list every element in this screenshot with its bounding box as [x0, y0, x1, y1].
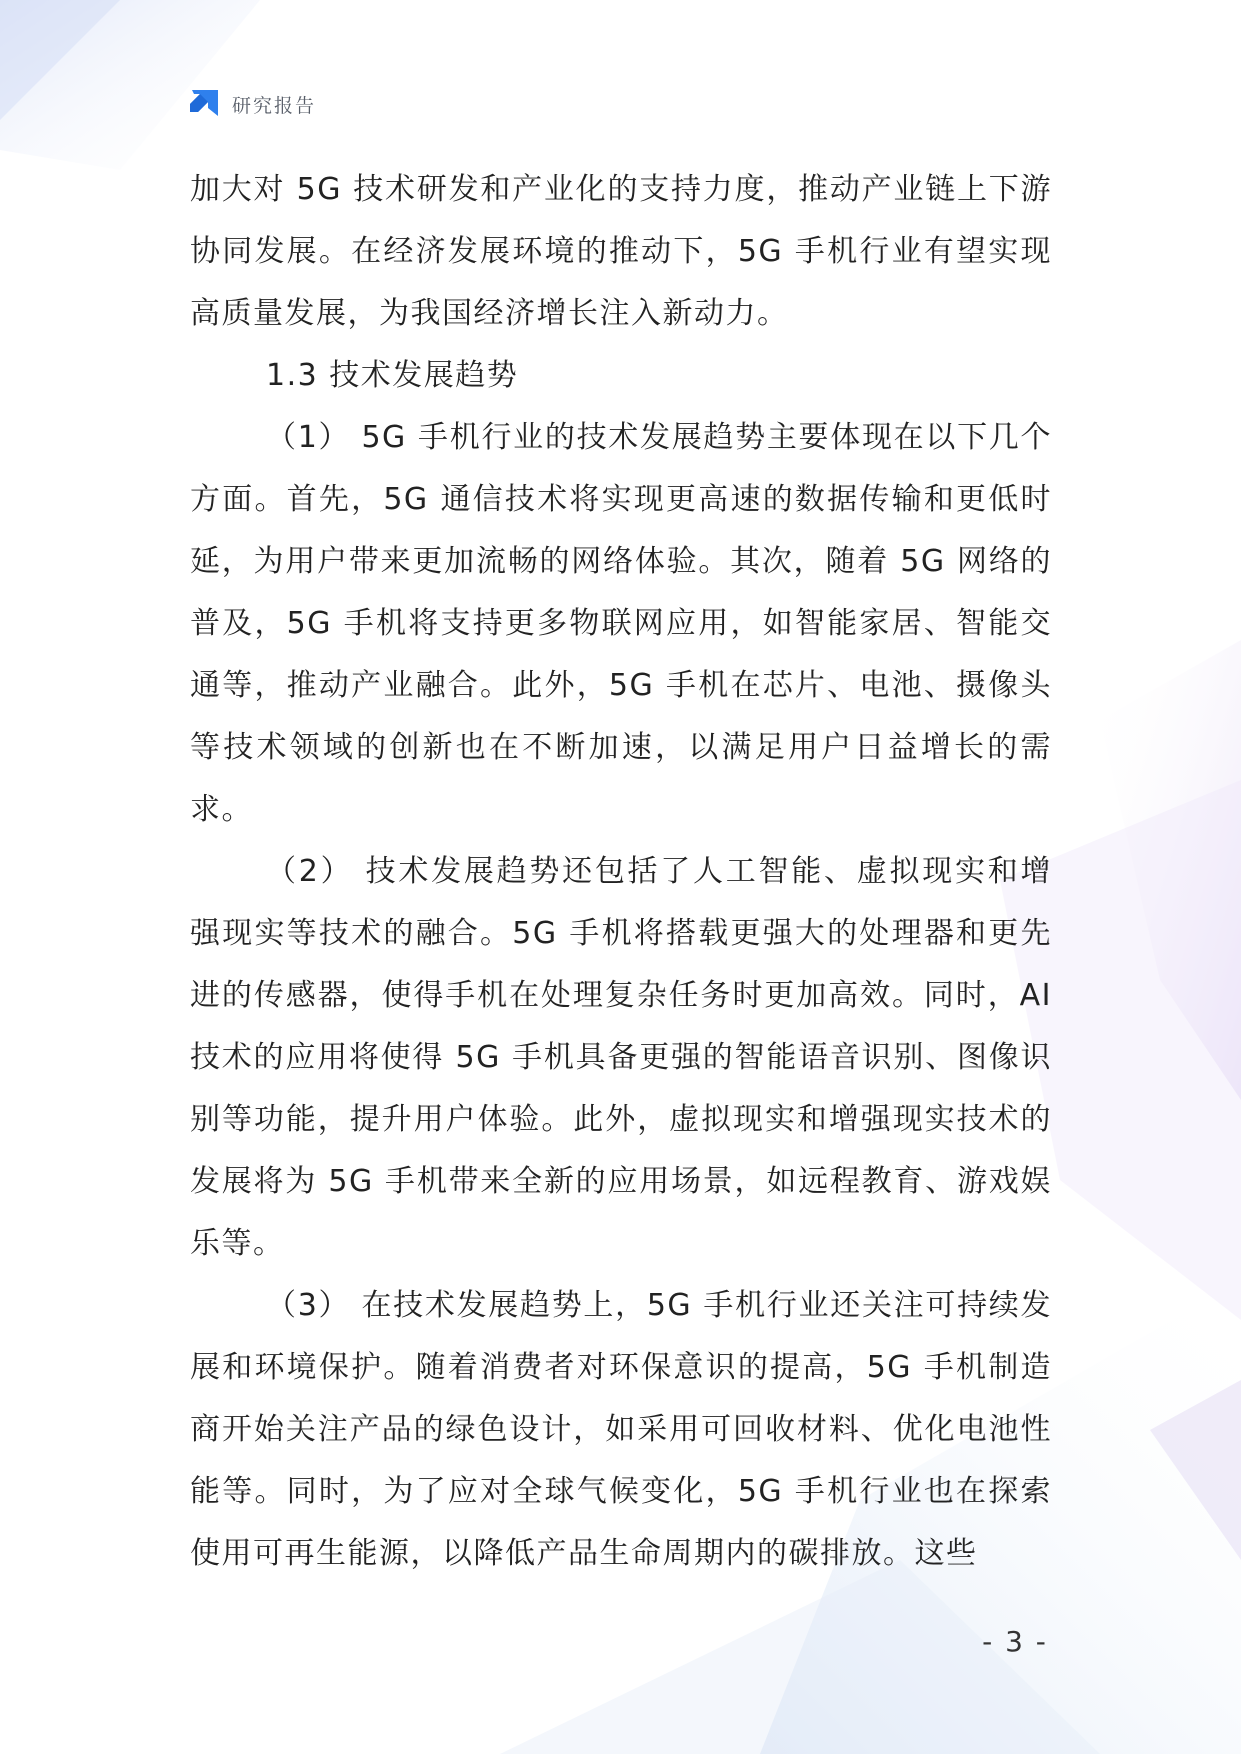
section-heading: 1.3 技术发展趋势 [266, 358, 519, 393]
paragraph-2: （2） 技术发展趋势还包括了人工智能、虚拟现实和增强现实等技术的融合。5G 手机将搭载更强大的处理器和更先进的传感器，使得手机在处理复杂任务时更加高效。同时，AI 技术的应用将使得 5G 手机具备更强的智能语音识别、图像识别等功能，提升用户体验。此外，虚拟现实和增强现实技术的发展将为 5G 手机带来全新的应用场景，如远程教育、游戏娱乐等。 [190, 854, 1052, 1261]
document-body [190, 159, 1052, 1585]
paragraph-3: （3） 在技术发展趋势上，5G 手机行业还关注可持续发展和环境保护。随着消费者对环保意识的提高，5G 手机制造商开始关注产品的绿色设计，如采用可回收材料、优化电池性能等。同时，为了应对全球气候变化，5G 手机行业也在探索使用可再生能源，以降低产品生命周期内的碳排放。这些 [190, 1288, 1052, 1571]
page-number: - 3 - [982, 1625, 1048, 1658]
header-brand-text: 研究报告 [232, 94, 317, 117]
paragraph-continuation: 加大对 5G 技术研发和产业化的支持力度，推动产业链上下游协同发展。在经济发展环境的推动下，5G 手机行业有望实现高质量发展，为我国经济增长注入新动力。 [190, 172, 1052, 331]
paragraph-1: （1） 5G 手机行业的技术发展趋势主要体现在以下几个方面。首先，5G 通信技术将实现更高速的数据传输和更低时延，为用户带来更加流畅的网络体验。其次，随着 5G 网络的普及，5G 手机将支持更多物联网应用，如智能家居、智能交通等，推动产业融合。此外，5G 手机在芯片、电池、摄像头等技术领域的创新也在不断加速，以满足用户日益增长的需求。 [190, 420, 1052, 827]
header-brand [188, 88, 316, 120]
arrow-up-right-icon [188, 88, 220, 120]
